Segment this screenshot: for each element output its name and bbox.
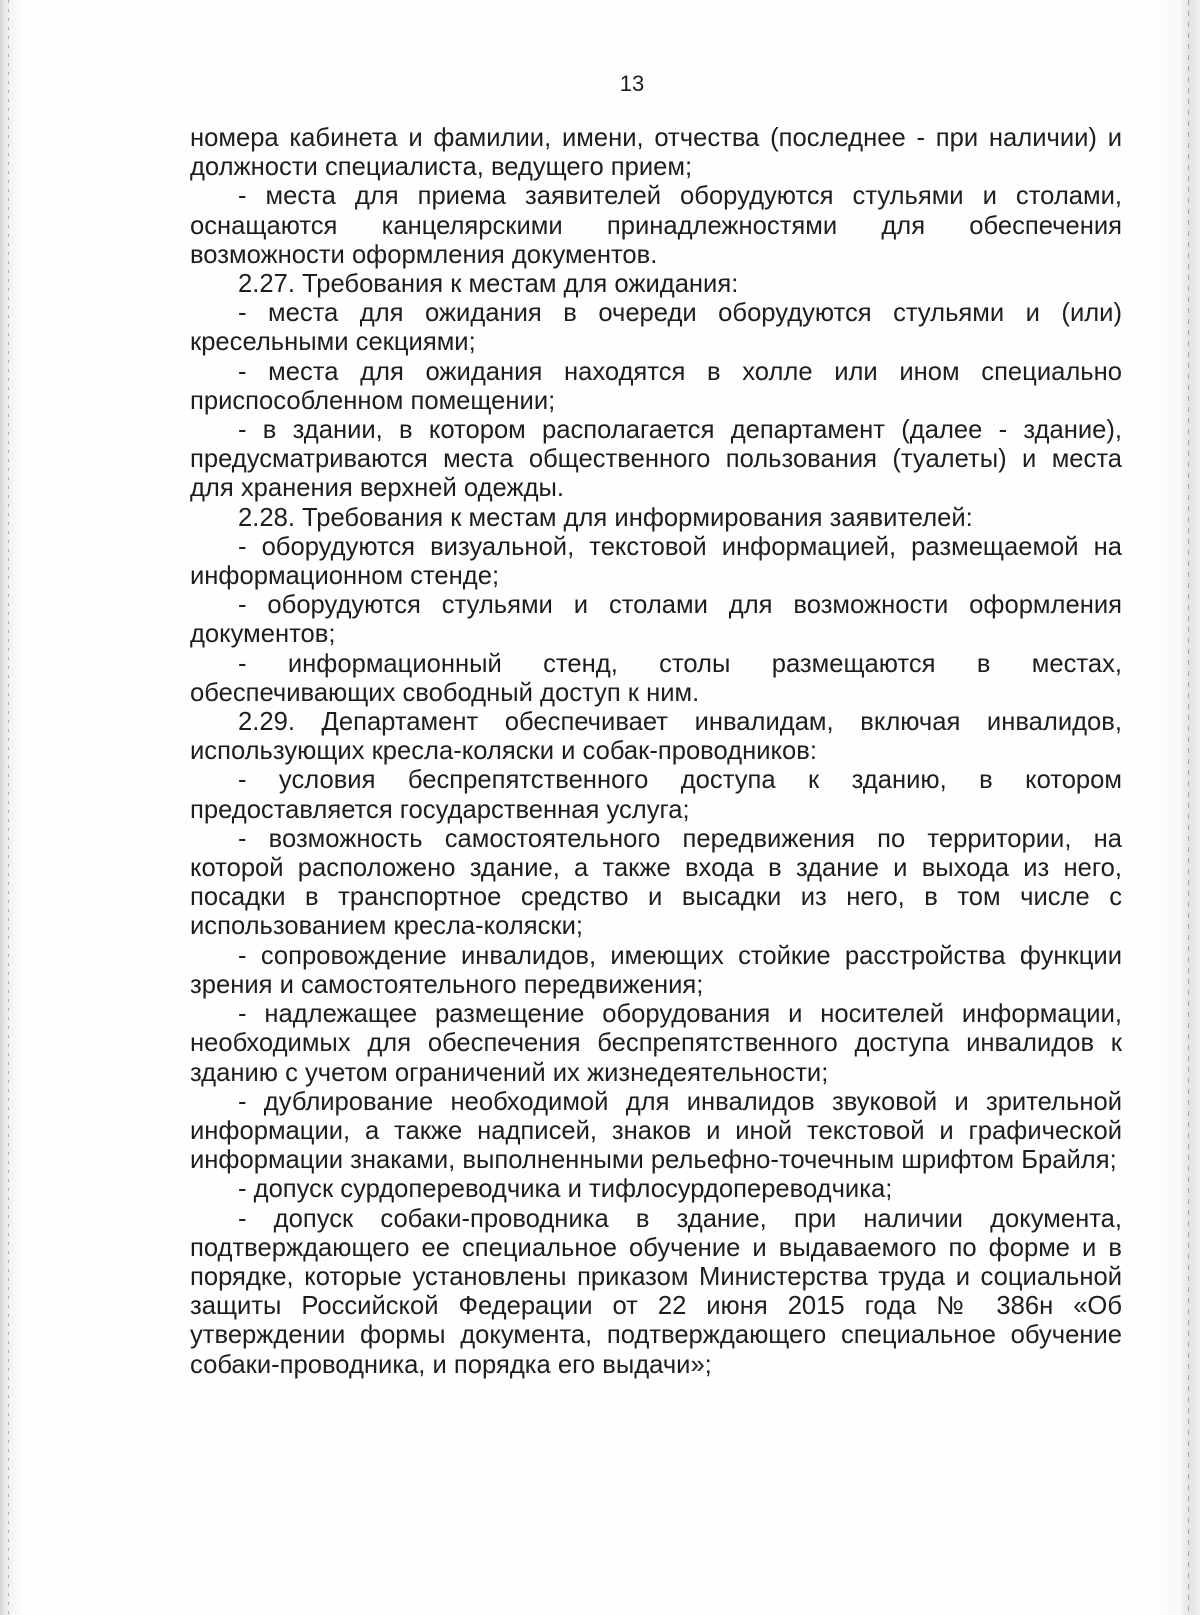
clause-2-28-heading: 2.28. Требования к местам для информирования заявителей:: [238, 503, 973, 532]
scan-edge-right: [1150, 0, 1200, 1615]
scan-edge-left: [0, 0, 22, 1615]
paragraph-continuation: номера кабинета и фамилии, имени, отчества (последнее - при наличии) и должности специалиста, ведущего прием;: [190, 124, 1122, 182]
paragraph-equipment-placement: - надлежащее размещение оборудования и носителей информации, необходимых для обеспечения беспрепятственного доступа инвалидов к зданию с учетом ограничений их жизнедеятельности;: [190, 1000, 1122, 1087]
paragraph-public-facilities: - в здании, в котором располагается департамент (далее - здание), предусматриваются места общественного пользования (туалеты) и места для хранения верхней одежды.: [190, 416, 1122, 503]
paragraph-barrier-free-access: - условия беспрепятственного доступа к зданию, в котором предоставляется государственная услуга;: [190, 766, 1122, 824]
clause-2-27-heading: 2.27. Требования к местам для ожидания:: [238, 270, 739, 299]
paragraph-independent-movement: - возможность самостоятельного передвижения по территории, на которой расположено здание, а также входа в здание и выхода из него, посадки в транспортное средство и высадки из него, в том числе с использованием кресла-коляски;: [190, 824, 1122, 941]
paragraph-chairs-tables: - оборудуются стульями и столами для возможности оформления документов;: [190, 591, 1122, 649]
clause-2-29-heading: 2.29. Департамент обеспечивает инвалидам, включая инвалидов, использующих кресла-коляски и собак-проводников:: [190, 708, 1122, 766]
paragraph-waiting-hall: - места для ожидания находятся в холле или ином специально приспособленном помещении;: [190, 357, 1122, 415]
paragraph-info-stand: - оборудуются визуальной, текстовой информацией, размещаемой на информационном стенде;: [190, 532, 1122, 591]
page-number: 13: [619, 71, 645, 96]
paragraph-escort: - сопровождение инвалидов, имеющих стойкие расстройства функции зрения и самостоятельного передвижения;: [190, 941, 1122, 999]
paragraph-waiting-queue: - места для ожидания в очереди оборудуются стульями и (или) кресельными секциями;: [190, 299, 1122, 357]
paragraph-braille-duplication: - дублирование необходимой для инвалидов звуковой и зрительной информации, а также надписей, знаков и иной текстовой и графической информации знаками, выполненными рельефно-точечным шрифтом Брайля;: [190, 1087, 1122, 1175]
paragraph-guide-dog-admission: - допуск собаки-проводника в здание, при наличии документа, подтверждающего ее специальное обучение и выдаваемого по форме и в порядке, которые установлены приказом Министерства труда и социальной защиты Российской Федерации от 22 июня 2015 года № 386н «Об утверждении формы документа, подтверждающего специальное обучение собаки-проводника, и порядка его выдачи»;: [190, 1204, 1122, 1379]
paragraph-reception-places: - места для приема заявителей оборудуются стульями и столами, оснащаются канцелярскими принадлежностями для обеспечения возможности оформления документов.: [190, 182, 1122, 269]
document-body: [190, 124, 1122, 1380]
paragraph-free-access: - информационный стенд, столы размещаются в местах, обеспечивающих свободный доступ к ним.: [190, 649, 1122, 707]
paragraph-interpreter-admission: - допуск сурдопереводчика и тифлосурдопереводчика;: [238, 1175, 893, 1204]
